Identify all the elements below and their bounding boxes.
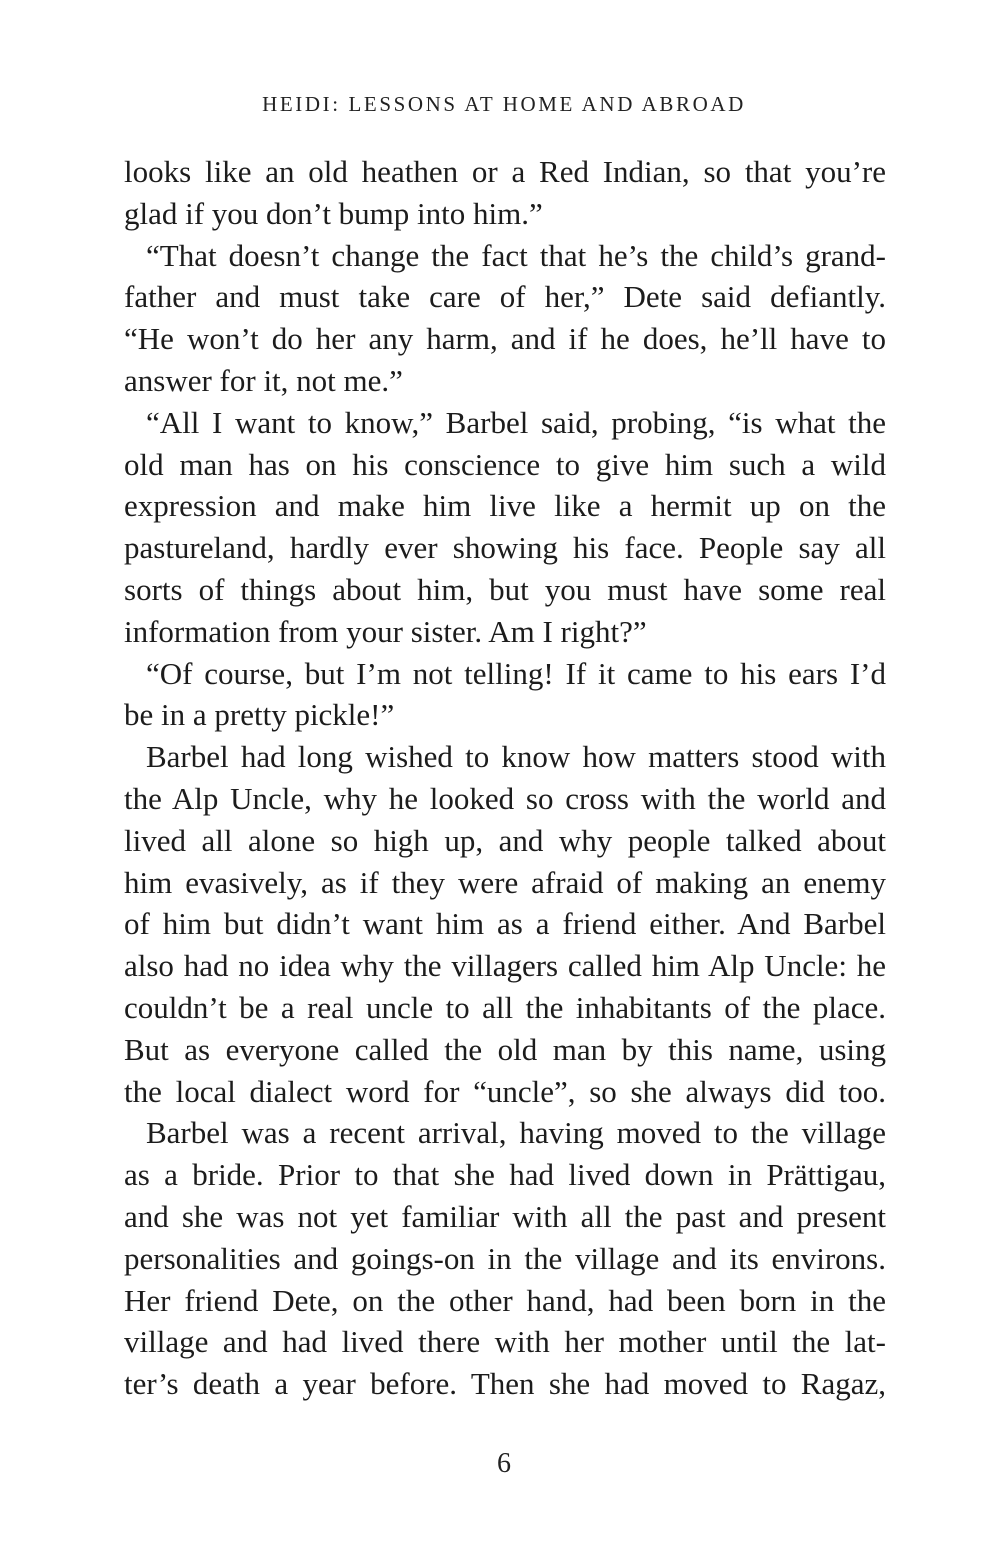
paragraph-first-line: “All I want to know,” Barbel said, probing, “is what the [146,404,886,440]
text-line: ter’s death a year before. Then she had moved to Ragaz, [124,1366,886,1402]
text-line: as a bride. Prior to that she had lived down in Prättigau, [124,1157,886,1193]
text-line: Her friend Dete, on the other hand, had been born in the [124,1282,886,1318]
paragraph-first-line: “Of course, but I’m not telling! If it came to his ears I’d [146,655,886,691]
text-line: father and must take care of her,” Dete said defiantly. [124,279,886,315]
text-line: village and had lived there with her mother until the lat- [124,1324,886,1360]
text-line: the Alp Uncle, why he looked so cross with the world and [124,780,886,816]
body-text [124,151,886,1405]
text-line: “He won’t do her any harm, and if he does, he’ll have to [124,321,886,357]
text-line: also had no idea why the villagers called him Alp Uncle: he [124,948,886,984]
text-line: and she was not yet familiar with all the past and present [124,1198,886,1234]
text-line: looks like an old heathen or a Red Indian, so that you’re [124,154,886,189]
text-line: pastureland, hardly ever showing his face. People say all [124,530,886,566]
text-line: But as everyone called the old man by this name, using [124,1031,886,1067]
page-number: 6 [497,1448,511,1479]
paragraph-first-line: “That doesn’t change the fact that he’s the child’s grand- [146,237,886,273]
paragraph-first-line: Barbel was a recent arrival, having moved to the village [146,1115,886,1151]
text-line: information from your sister. Am I right?” [124,613,647,649]
text-line: of him but didn’t want him as a friend either. And Barbel [124,906,886,942]
paragraph-first-line: Barbel had long wished to know how matters stood with [146,739,886,775]
running-head: HEIDI: LESSONS AT HOME AND ABROAD [262,92,746,116]
text-line: couldn’t be a real uncle to all the inhabitants of the place. [124,989,886,1025]
text-line: personalities and goings-on in the village and its environs. [124,1240,886,1276]
text-line: old man has on his conscience to give him such a wild [124,446,886,482]
text-line: lived all alone so high up, and why people talked about [124,822,886,858]
text-line: the local dialect word for “uncle”, so she always did too. [124,1073,886,1109]
text-line: glad if you don’t bump into him.” [124,195,543,231]
text-line: be in a pretty pickle!” [124,697,395,733]
text-line: him evasively, as if they were afraid of making an enemy [124,864,886,900]
text-line: expression and make him live like a hermit up on the [124,488,886,524]
text-line: sorts of things about him, but you must have some real [124,571,886,607]
text-line: answer for it, not me.” [124,362,403,398]
